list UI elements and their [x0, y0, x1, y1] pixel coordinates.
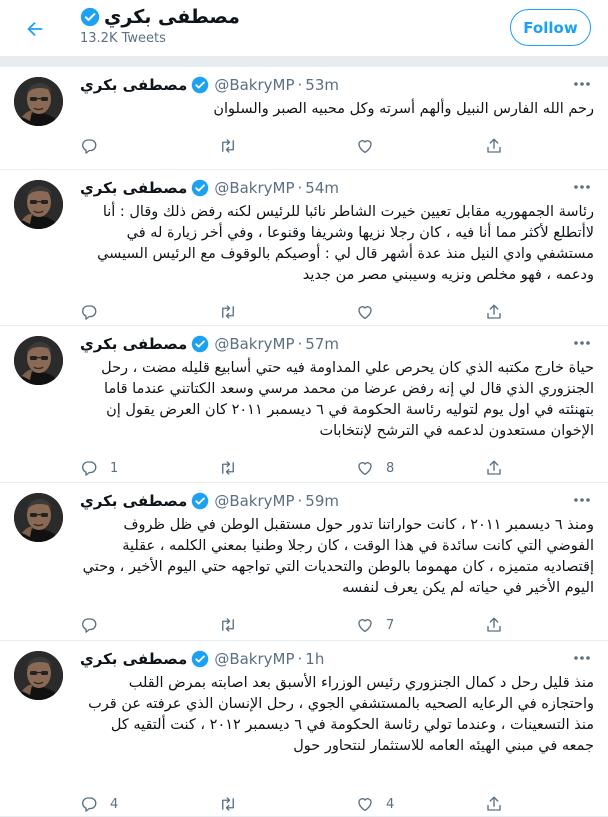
author-name[interactable]: مصطفى بكري [80, 179, 188, 197]
author-handle[interactable]: @BakryMP [214, 179, 295, 197]
retweet-button[interactable] [218, 302, 250, 322]
verified-badge-icon [191, 650, 209, 668]
avatar[interactable] [14, 77, 63, 126]
tweet-text: ومنذ ٦ ديسمبر ٢٠١١ ، كانت حواراتنا تدور حول مستقبل الوطن في ظل ظروف الفوضي التي كانت سائدة في هذا الوقت ، كان رجلا وطنيا بمعني الكلمه ، عقلية إقتصاديه متميزه ، كان مهموما بالوطن والتحديات التي تواجهه حتي اليوم الأخير ، وحتي اليوم الأخير في حياته لم يكن يعرف لنفسه [82, 517, 594, 596]
more-icon [573, 184, 591, 190]
like-icon [356, 616, 374, 634]
like-button[interactable] [356, 302, 386, 322]
retweet-button[interactable] [218, 794, 250, 814]
share-icon [485, 616, 503, 634]
more-button[interactable] [570, 74, 594, 94]
author-name[interactable]: مصطفى بكري [80, 492, 188, 510]
reply-count: 4 [110, 796, 119, 812]
separator-dot: · [297, 335, 303, 353]
author-name[interactable]: مصطفى بكري [80, 650, 188, 668]
verified-badge-icon [191, 492, 209, 510]
reply-icon [80, 616, 98, 634]
avatar[interactable] [14, 336, 63, 385]
share-button[interactable] [485, 615, 503, 635]
share-icon [485, 795, 503, 813]
verified-badge-icon [191, 335, 209, 353]
more-button[interactable] [570, 177, 594, 197]
tweet[interactable] [0, 483, 608, 641]
tweet-text: منذ قليل رحل د كمال الجنزوري رئيس الوزراء الأسبق بعد اصابته بمرض القلب واحتجازه في الرعايه الصحيه بالمستشفي الجوي ، رحل الإنسان الذي عرفته عن قرب منذ التسعينات ، وعندما تولي رئاسة الحكومة في ٦ ديسمبر ٢٠١٢ ، كنت ألتقيه كل جمعه في مبني الهيئه العامه للاستثمار لنتحاور حول [88, 675, 594, 754]
retweet-icon [218, 459, 238, 477]
retweet-icon [218, 795, 238, 813]
tweet-text: رحم الله الفارس النبيل وألهم أسرته وكل محبيه الصبر والسلوان [213, 101, 594, 117]
tweet-meta [80, 491, 339, 511]
share-button[interactable] [485, 458, 503, 478]
more-button[interactable] [570, 333, 594, 353]
verified-badge-icon [191, 76, 209, 94]
tweet-actions [80, 458, 594, 478]
tweet-count: 13.2K Tweets [80, 31, 166, 46]
verified-badge-icon [191, 179, 209, 197]
like-button[interactable] [356, 458, 394, 478]
more-icon [573, 497, 591, 503]
author-name[interactable]: مصطفى بكري [80, 335, 188, 353]
tweet-actions [80, 794, 594, 814]
tweet-text: حياة خارج مكتبه الذي كان يحرص علي المداومة فيه حتي أسابيع قليله مضت ، رحل الجنزوري الذي قال لي إنه رفض عرضا من محمد مرسي وسعد الكتاتني عندما قاما بتهنئته في اول يوم لتوليه رئاسة الحكومة في ٦ ديسمبر ٢٠١١ كان العرض يقول إن الإخوان مستعدون لدعمه في الترشح لإنتخابات [101, 360, 594, 439]
reply-count: 1 [110, 460, 119, 476]
tweet-actions [80, 302, 594, 322]
tweet-text: رئاسة الجمهوريه مقابل تعيين خيرت الشاطر نائبا للرئيس لكنه رفض ذلك وقال : أنا لاأتطلع لأكثر مما أنا فيه ، كان رجلا نزيها وشريفا وقنوعا ، وفي أخر زيارة له في مستشفي وادي النيل منذ عدة أشهر قال لي : أوصيكم بالوقوف مع الرئيس السيسي ودعمه ، فهو مخلص ونزيه وسيبني مصر من جديد [97, 204, 594, 283]
like-count: 7 [386, 617, 395, 633]
like-button[interactable] [356, 794, 394, 814]
tweet-meta [80, 178, 339, 198]
tweet-meta [80, 75, 339, 95]
tweet[interactable] [0, 641, 608, 817]
profile-header [0, 0, 608, 57]
reply-icon [80, 795, 98, 813]
back-arrow-icon [24, 18, 46, 40]
retweet-icon [218, 137, 238, 155]
tweet-actions [80, 136, 594, 156]
avatar[interactable] [14, 651, 63, 700]
tweet-timestamp[interactable]: 53m [305, 76, 339, 94]
author-name[interactable]: مصطفى بكري [80, 76, 188, 94]
like-icon [356, 303, 374, 321]
retweet-icon [218, 303, 238, 321]
like-icon [356, 459, 374, 477]
back-button[interactable] [18, 12, 52, 46]
retweet-button[interactable] [218, 615, 250, 635]
share-icon [485, 459, 503, 477]
tweet[interactable] [0, 326, 608, 483]
share-button[interactable] [485, 302, 503, 322]
reply-button[interactable] [80, 136, 110, 156]
like-icon [356, 137, 374, 155]
verified-badge-icon [80, 7, 100, 27]
separator-dot: · [297, 76, 303, 94]
separator-dot: · [297, 492, 303, 510]
tweet-meta [80, 649, 324, 669]
like-count: 4 [386, 796, 395, 812]
follow-button[interactable]: Follow [510, 9, 591, 46]
header-gap [0, 57, 608, 67]
reply-icon [80, 137, 98, 155]
more-button[interactable] [570, 648, 594, 668]
reply-button[interactable] [80, 302, 110, 322]
like-button[interactable] [356, 136, 386, 156]
separator-dot: · [297, 179, 303, 197]
tweet-timestamp[interactable]: 54m [305, 179, 339, 197]
reply-icon [80, 303, 98, 321]
share-button[interactable] [485, 794, 503, 814]
separator-dot: · [297, 650, 303, 668]
more-icon [573, 340, 591, 346]
reply-button[interactable] [80, 458, 118, 478]
tweet[interactable] [0, 67, 608, 170]
tweet[interactable] [0, 170, 608, 326]
tweet-timestamp[interactable]: 57m [305, 335, 339, 353]
share-icon [485, 137, 503, 155]
more-icon [573, 81, 591, 87]
author-handle[interactable]: @BakryMP [214, 335, 295, 353]
reply-button[interactable] [80, 615, 110, 635]
author-handle[interactable]: @BakryMP [214, 76, 295, 94]
retweet-button[interactable] [218, 136, 250, 156]
share-button[interactable] [485, 136, 503, 156]
like-count: 8 [386, 460, 395, 476]
reply-button[interactable] [80, 794, 118, 814]
avatar[interactable] [14, 493, 63, 542]
author-handle[interactable]: @BakryMP [214, 650, 295, 668]
author-handle[interactable]: @BakryMP [214, 492, 295, 510]
share-icon [485, 303, 503, 321]
avatar[interactable] [14, 180, 63, 229]
tweet-timestamp[interactable]: 59m [305, 492, 339, 510]
more-icon [573, 655, 591, 661]
retweet-button[interactable] [218, 458, 250, 478]
like-button[interactable] [356, 615, 394, 635]
reply-icon [80, 459, 98, 477]
more-button[interactable] [570, 490, 594, 510]
tweet-actions [80, 615, 594, 635]
tweet-timestamp[interactable]: 1h [305, 650, 325, 668]
tweet-meta [80, 334, 339, 354]
profile-name: مصطفى بكري [104, 6, 240, 28]
header-titles [80, 6, 240, 46]
retweet-icon [218, 616, 238, 634]
like-icon [356, 795, 374, 813]
